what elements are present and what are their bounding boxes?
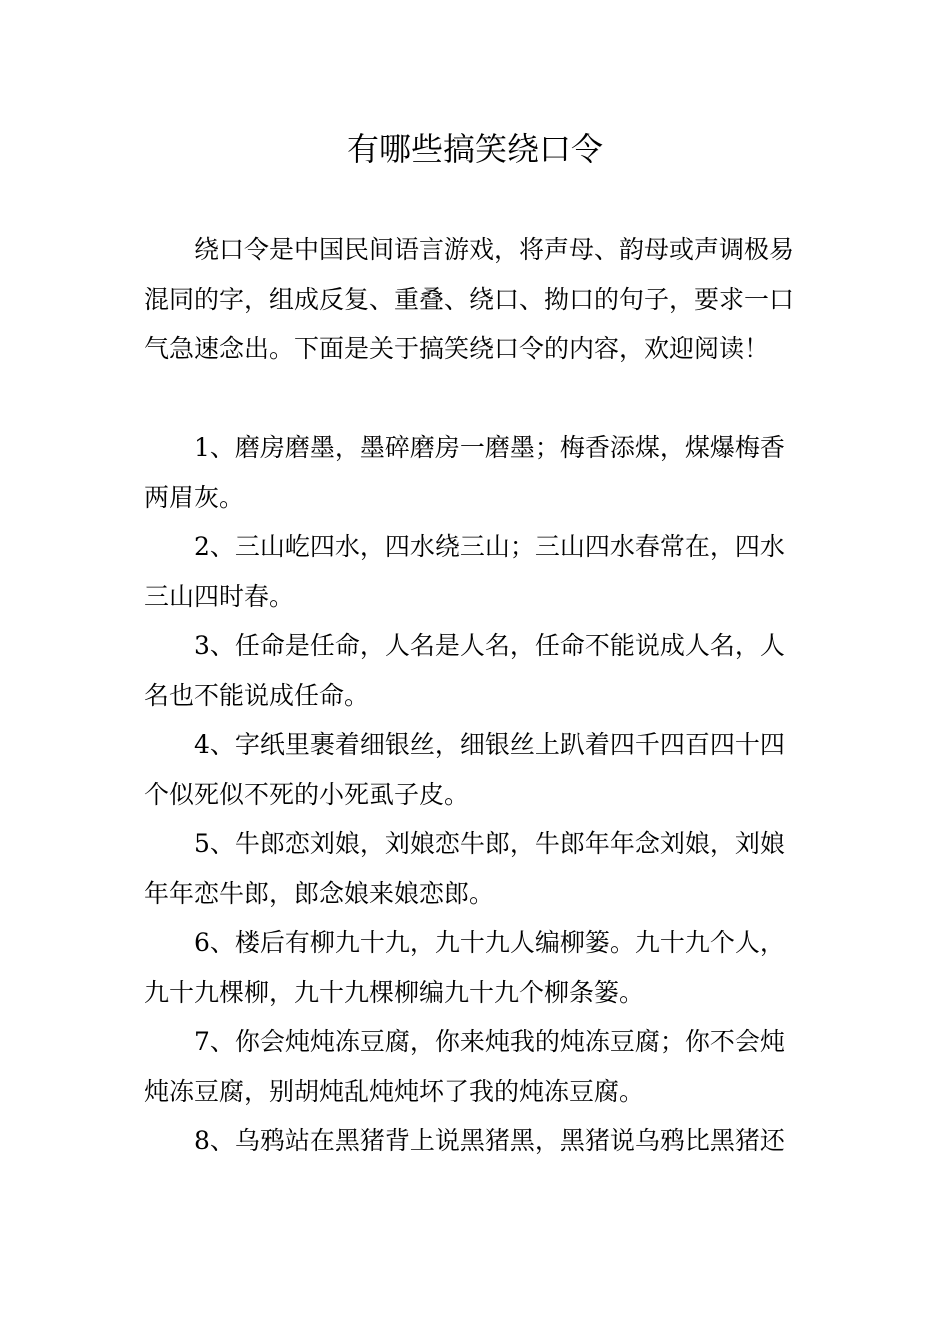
tongue-twister-item-3: 3、任命是任命，人名是人名，任命不能说成人名，人名也不能说成任命。 bbox=[144, 631, 785, 710]
intro-paragraph: 绕口令是中国民间语言游戏，将声母、韵母或声调极易混同的字，组成反复、重叠、绕口、拗口的句子，要求一口气急速念出。下面是关于搞笑绕口令的内容，欢迎阅读！ bbox=[144, 235, 795, 363]
document-title: 有哪些搞笑绕口令 bbox=[346, 130, 603, 168]
tongue-twister-item-5: 5、牛郎恋刘娘，刘娘恋牛郎，牛郎年年念刘娘，刘娘年年恋牛郎，郎念娘来娘恋郎。 bbox=[144, 829, 785, 908]
tongue-twister-item-6: 6、楼后有柳九十九，九十九人编柳篓。九十九个人，九十九棵柳，九十九棵柳编九十九个柳条篓。 bbox=[144, 928, 785, 1007]
tongue-twister-item-1: 1、磨房磨墨，墨碎磨房一磨墨；梅香添煤，煤爆梅香两眉灰。 bbox=[144, 433, 785, 512]
tongue-twister-item-8: 8、乌鸦站在黑猪背上说黑猪黑，黑猪说乌鸦比黑猪还 bbox=[194, 1126, 785, 1155]
tongue-twister-item-4: 4、字纸里裹着细银丝，细银丝上趴着四千四百四十四个似死似不死的小死虱子皮。 bbox=[144, 730, 785, 809]
document-body bbox=[144, 225, 806, 1166]
tongue-twister-item-2: 2、三山屹四水，四水绕三山；三山四水春常在，四水三山四时春。 bbox=[144, 532, 785, 611]
tongue-twister-item-7: 7、你会炖炖冻豆腐，你来炖我的炖冻豆腐；你不会炖炖冻豆腐，别胡炖乱炖炖坏了我的炖冻豆腐。 bbox=[144, 1027, 785, 1106]
